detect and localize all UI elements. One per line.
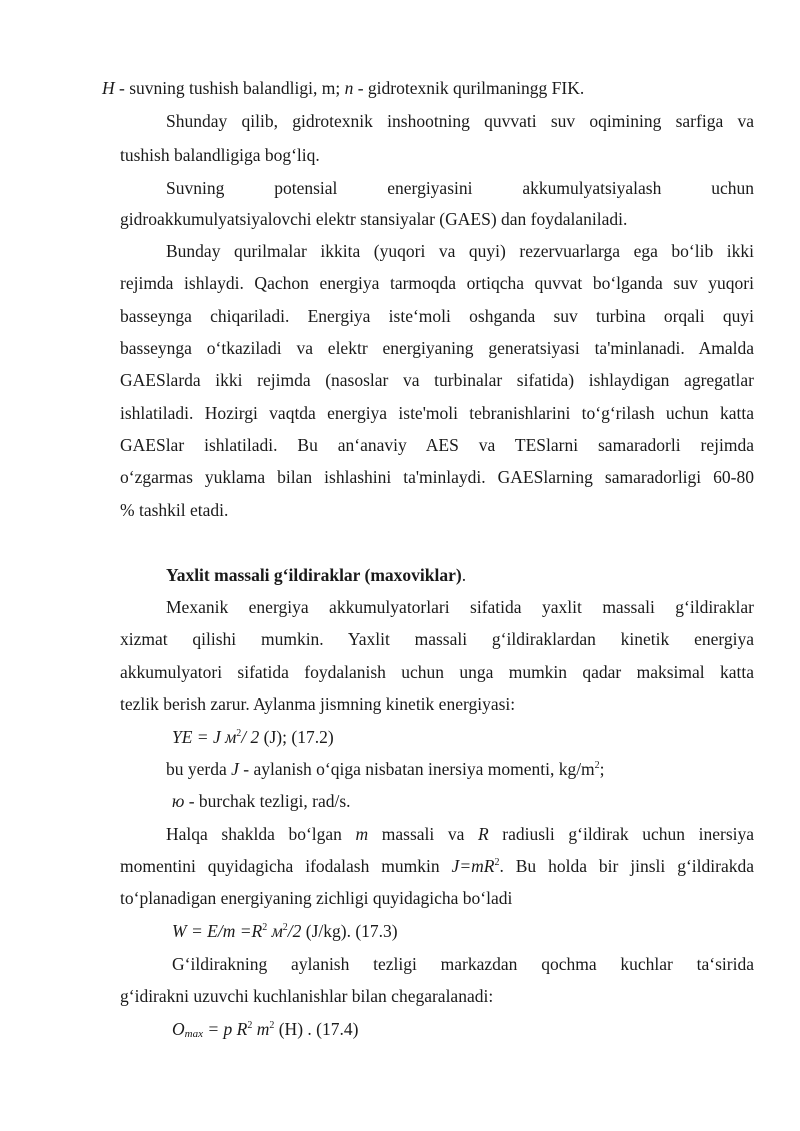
superscript: 2 (262, 922, 268, 933)
formula-text: = p R (202, 1019, 248, 1039)
text-line (102, 77, 736, 99)
formula-text: /2 (287, 921, 302, 941)
superscript: 2 (269, 1020, 275, 1031)
text: ; (599, 759, 605, 779)
paragraph-line: Suvning potensial energiyasini akkumulyatsiyalash uchun (166, 178, 754, 198)
symbol: n (344, 78, 354, 98)
paragraph-line: gidroakkumulyatsiyalovchi elektr stansiyalar (GAES) dan foydalaniladi. (120, 209, 628, 229)
paragraph-line: GAESlarda ikki rejimda (nasoslar va turbinalar sifatida) ishlaydigan agregatlar (120, 370, 754, 390)
definition-line (166, 758, 800, 780)
symbol: m (355, 824, 369, 844)
paragraph-line: % tashkil etadi. (120, 500, 229, 520)
formula-text: O (172, 1019, 185, 1039)
symbol: ю (172, 791, 185, 811)
paragraph-line: Shunday qilib, gidrotexnik inshootning quvvati suv oqimining sarfiga va (166, 111, 754, 131)
superscript: 2 (236, 728, 242, 739)
superscript: 2 (494, 857, 500, 868)
superscript: 2 (282, 922, 288, 933)
paragraph-line: tezlik berish zarur. Aylanma jismning kinetik energiyasi: (120, 694, 516, 714)
paragraph-line: g‘idirakni uzuvchi kuchlanishlar bilan chegaralanadi: (120, 986, 494, 1006)
text: . Bu holda bir jinsli g‘ildirakda (499, 856, 754, 876)
superscript: 2 (594, 760, 600, 771)
paragraph-line: Bunday qurilmalar ikkita (yuqori va quyi) rezervuarlarga ega bo‘lib ikki (166, 241, 754, 261)
symbol: H (102, 78, 115, 98)
definition-line (172, 790, 800, 812)
paragraph-line: Mexanik energiya akkumulyatorlari sifatida yaxlit massali g‘ildiraklar (166, 597, 754, 617)
text: radiusli g‘ildirak uchun inersiya (488, 824, 755, 844)
text: Halqa shaklda bo‘lgan (166, 824, 356, 844)
paragraph-line: xizmat qilishi mumkin. Yaxlit massali g‘ildiraklardan kinetik energiya (120, 629, 754, 649)
formula-label: (H) . (17.4) (274, 1019, 359, 1039)
heading-dot: . (461, 565, 467, 585)
text: - gidrotexnik qurilmaningg FIK. (353, 78, 585, 98)
paragraph-line: akkumulyatori sifatida foydalanish uchun unga mumkin qadar maksimal katta (120, 662, 754, 682)
formula-label: (J/kg). (17.3) (301, 921, 398, 941)
text: - suvning tushish balandligi, m; (114, 78, 345, 98)
text: bu yerda (166, 759, 232, 779)
paragraph-line: ishlatiladi. Hozirgi vaqtda energiya iste'moli tebranishlarini to‘g‘rilash uchun katta (120, 403, 754, 423)
paragraph-line: o‘zgarmas yuklama bilan ishlashini ta'minlaydi. GAESlarning samaradorligi 60-80 (120, 467, 754, 487)
superscript: 2 (247, 1020, 253, 1031)
paragraph-line: rejimda ishlaydi. Qachon energiya tarmoqda ortiqcha quvvat bo‘lganda suv yuqori (120, 273, 754, 293)
formula-17-4 (172, 1018, 800, 1040)
text: massali va (368, 824, 478, 844)
formula-text: W = E/m =R (172, 921, 263, 941)
formula-text: / 2 (241, 727, 260, 747)
paragraph-line: tushish balandligiga bog‘liq. (120, 145, 320, 165)
paragraph-line: to‘planadigan energiyaning zichligi quyidagicha bo‘ladi (120, 888, 513, 908)
paragraph-line: basseynga o‘tkaziladi va elektr energiyaning generatsiyasi ta'minlanadi. Amalda (120, 338, 754, 358)
formula-label: (J); (17.2) (259, 727, 334, 747)
formula-text: YE = J м (172, 727, 237, 747)
paragraph-line: G‘ildirakning aylanish tezligi markazdan qochma kuchlar ta‘sirida (172, 954, 754, 974)
symbol: J (231, 759, 239, 779)
text: - burchak tezligi, rad/s. (184, 791, 351, 811)
formula-17-2 (172, 726, 800, 748)
formula-text: м (267, 921, 283, 941)
section-heading (166, 564, 754, 586)
text: - aylanish o‘qiga nisbatan inersiya momenti, kg/m (238, 759, 595, 779)
paragraph-line (166, 823, 754, 845)
subscript: max (184, 1028, 203, 1040)
formula-text: m (252, 1019, 270, 1039)
paragraph-line: basseynga chiqariladi. Energiya iste‘moli oshganda suv turbina orqali quyi (120, 306, 754, 326)
paragraph-line: GAESlar ishlatiladi. Bu an‘anaviy AES va TESlarni samaradorli rejimda (120, 435, 754, 455)
text: momentini quyidagicha ifodalash mumkin (120, 856, 452, 876)
symbol: R (477, 824, 489, 844)
formula-17-3 (172, 920, 800, 942)
formula-inline: J=mR (451, 856, 495, 876)
heading-text: Yaxlit massali g‘ildiraklar (maxoviklar) (166, 565, 462, 585)
paragraph-line (120, 855, 754, 877)
